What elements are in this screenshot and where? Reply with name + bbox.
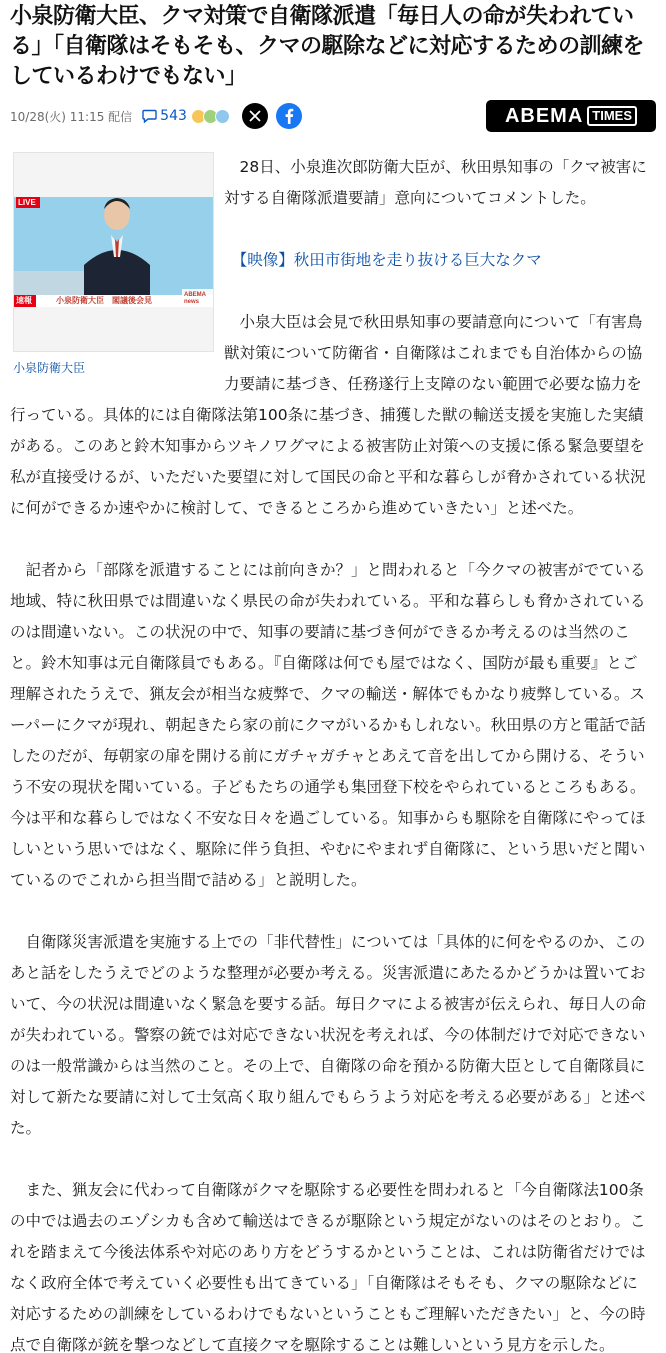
share-buttons (242, 103, 310, 129)
comment-icon (142, 109, 157, 123)
paragraph-5: また、猟友会に代わって自衛隊がクマを駆除する必要性を問われると「今自衛隊法100条の中では過去のエゾシカも含めて輸送はできるが駆除という規定がないのはそのとおり。これを踏まえて今後法体系や対応のあり方をどうするかということは、これは防衛省だけではなく政府全体で考えていく必要性も出てきている」「自衛隊はそもそも、クマの駆除などに対応するための訓練をしているわけでもないということもご理解いただきたい」と、今の時点で自衛隊が銃を撃つなどして直接クマを駆除することは難しいという見方を示した。 (10, 1181, 646, 1353)
publish-date: 10/28(火) 11:15 配信 (10, 109, 133, 124)
lower-third-text: 小泉防衛大臣 閣議後会見 (56, 296, 152, 305)
video-link[interactable]: 【映像】秋田市街地を走り抜ける巨大なクマ (231, 251, 542, 269)
article-body (10, 152, 650, 1353)
comment-link[interactable] (142, 108, 187, 124)
channel-mark: ABEMA news (184, 292, 206, 305)
paragraph-2: 小泉大臣は会見で秋田県知事の要請意向について「有害鳥獣対策について防衛省・自衛隊はこれまでも自治体からの協力要請に基づき、任務遂行上支障のない範囲で必要な協力を行っている。具体的には自衛隊法第100条に基づき、捕獲した獣の輸送支援を実施した実績がある。このあと鈴木知事からツキノワグマによる被害防止対策への支援に係る緊急要望を私が直接受けるが、いただいた要望に対して国民の命と平和な暮らしが脅かされている状況に何ができるか速やかに検討して、できるところから進めていきたい」と述べた。 (10, 313, 646, 517)
article-meta (10, 98, 656, 134)
x-share-button[interactable] (242, 103, 268, 129)
live-badge: LIVE (18, 198, 36, 207)
headline: 小泉防衛大臣、クマ対策で自衛隊派遣「毎日人の命が失われている」「自衛隊はそもそも、クマの駆除などに対応するための訓練をしているわけでもない」 (10, 4, 645, 89)
breaking-badge: 速報 (16, 296, 32, 305)
abema-times-logo[interactable] (486, 100, 656, 132)
comment-count: 543 (160, 108, 187, 124)
facebook-icon (283, 108, 295, 124)
logo-sub-text: TIMES (587, 106, 637, 126)
paragraph-1: 28日、小泉進次郎防衛大臣が、秋田県知事の「クマ被害に対する自衛隊派遣要請」意向についてコメントした。 (224, 158, 647, 207)
photo-caption: 小泉防衛大臣 (13, 361, 86, 375)
logo-main-text: ABEMA (504, 104, 584, 127)
reaction-faces (191, 109, 230, 124)
paragraph-4: 自衛隊災害派遣を実施する上での「非代替性」については「具体的に何をやるのか、このあと話をしたうえでどのような整理が必要か考える。災害派遣にあたるかどうかは置いておいて、今の状況は間違いなく緊急を要する話。毎日クマによる被害が伝えられ、毎日人の命が失われている。警察の銃では対応できない状況を考えれば、今の体制だけで対応できないのは一般常識からは当然のこと。その上で、自衛隊の命を預かる防衛大臣として自衛隊員に対して新たな要請に対して士気高く取り組んでもらうよう対応を考える必要がある」と述べた。 (10, 933, 647, 1137)
x-icon (249, 110, 261, 122)
paragraph-3: 記者から「部隊を派遣することには前向きか？」と問われると「今クマの被害がでている地域、特に秋田県では間違いなく県民の命が失われている。平和な暮らしも脅かされているのは間違いない。この状況の中で、知事の要請に基づき何ができるか考えるのは当然のこと。鈴木知事は元自衛隊員でもある。『自衛隊は何でも屋ではなく、国防が最も重要』とご理解されたうえで、猟友会が相当な疲弊で、クマの輸送・解体でもかなり疲弊している。スーパーにクマが現れ、朝起きたら家の前にクマがいるかもしれない。秋田県の方と電話で話したのだが、毎朝家の扉を開ける前にガチャガチャとあえて音を出してから開ける、そういう不安の現状を聞いている。子どもたちの通学も集団登下校をやられているところもある。今は平和な暮らしではなく不安な日々を過ごしている。知事からも駆除を自衛隊にやってほしいという思いではなく、駆除に伴う負担、やむにやまれず自衛隊に、という思いだと聞いているのでこれから担当間で詰める」と説明した。 (10, 561, 646, 889)
thinking-face-icon (215, 109, 230, 124)
facebook-share-button[interactable] (276, 103, 302, 129)
